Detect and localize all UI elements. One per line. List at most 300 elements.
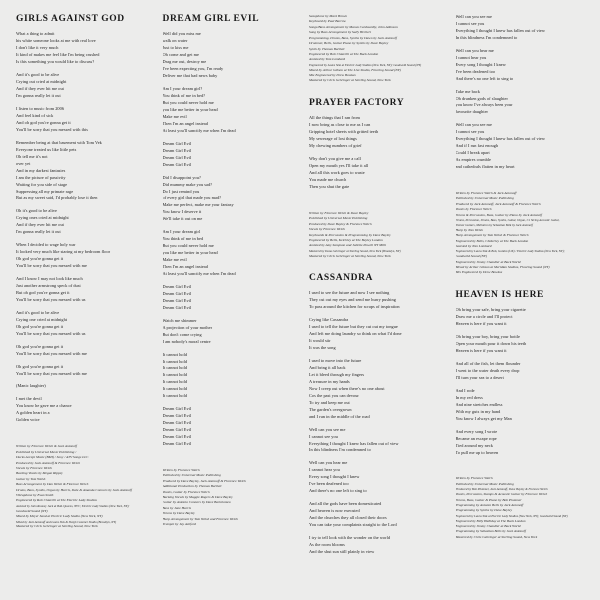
credit-line: Engineered by Bob Chiarelli at The Back London	[309, 51, 379, 56]
credit-line: Produced by Jack Antonoff & Florence Welch	[16, 460, 81, 465]
lyric-line: Dream Girl Evil	[162, 290, 192, 296]
lyric-line: Crying like Cassandra	[309, 317, 349, 323]
lyric-line: It cannot hold	[162, 358, 188, 364]
stanza	[163, 31, 292, 80]
lyric-line: I'll turn your sea to a desert	[455, 374, 504, 380]
credit-line: Engineered by Laura Sisk at Electric Lady Studios (New York, NY); Goodweld Sound (NY)	[309, 62, 422, 67]
stanza	[309, 115, 438, 150]
lyric-line: It cannot hold	[162, 365, 188, 371]
credit-line: Vocals, Percussion, Stamps & Acoustic Guitar by Florence Welch	[455, 492, 548, 497]
lyric-line: Then you shut the gate	[309, 183, 350, 189]
lyric-line: Dream Girl Evil	[162, 140, 192, 146]
lyric-line: you know I've always been your	[455, 102, 513, 108]
lyrics-block	[309, 115, 438, 197]
lyric-line: You'll be sorry that you messed with me	[16, 350, 87, 356]
lyric-line: And left me doing laundry so think on what I'd done	[309, 331, 402, 337]
stanza	[309, 427, 438, 455]
lyric-line: Well can you hear me	[309, 460, 348, 466]
lyric-line: his white someone looks at me with real love	[16, 38, 96, 44]
lyric-line: Dream Girl Evil	[162, 283, 192, 289]
credit-line: Produced by Bob Plummer, Jack Antonoff, Dave Bayley & Florence Welch	[455, 487, 548, 492]
lyric-line: I'm gonna really let it out	[16, 229, 61, 235]
credit-line: Produced by Dave Bayley & Florence Welch	[309, 221, 372, 226]
lyric-line: It cannot hold	[162, 379, 188, 385]
credit-line: Keyboard by Paul Barrow	[309, 19, 346, 24]
lyric-line: At least you'll sanctify me when I'm dead	[162, 127, 236, 133]
lyric-line: Dream Girl Evil	[162, 441, 192, 446]
lyric-line: When I decided to wage holy war	[16, 242, 76, 248]
lyric-line: Open your mouth pour it down his teeth	[455, 341, 527, 347]
lyric-line: And it's good to be alive	[16, 72, 60, 78]
credit-line: Drums, Percussion, Drums, Bass, Synths, Guitar, Organ, C1 String Acoustic Guitar,	[455, 218, 560, 223]
credit-line: Drums & Percussion, Bass, Guitar by Piano by Jack Antonoff	[455, 212, 543, 217]
lyric-line: Make me perfect, make me your fantasy	[162, 202, 234, 208]
credit-line: Ducks Accept Music (BMI) / Sony / ATV Songs LLC	[16, 455, 89, 460]
lyric-line: You'll be sorry that you messed with me	[16, 370, 87, 376]
lyric-line: And the churches they all closed their doors	[309, 515, 387, 521]
lyric-line: Remember being at that basement with Tom Vek	[16, 139, 102, 145]
lyric-line: You'll be sorry that you messed with this	[16, 126, 88, 132]
lyric-line: I met the devil	[16, 396, 42, 402]
lyric-line: you like me better in your head	[162, 106, 218, 112]
credit-line: Written by Florence Welch & Dave Bayley	[309, 210, 369, 215]
lyric-line: I don't like it very much	[16, 45, 59, 51]
lyric-line: Well can you hear me	[455, 47, 494, 53]
lyric-line: And nine stretches endless	[455, 401, 503, 407]
lyric-line: I used to see the future and now I see nothing	[309, 290, 390, 296]
lyric-line: Everything I thought I knew has fallen out of view	[455, 136, 545, 142]
stanza	[309, 290, 438, 311]
lyric-line: I went to the water death every drop	[455, 368, 520, 373]
stanza	[163, 406, 292, 448]
lyric-line: Every song I thought I knew	[309, 474, 360, 480]
lyric-line: Watch me shimmer	[162, 317, 197, 323]
lyric-line: Did mummy make you sad?	[162, 181, 213, 187]
lyric-line: Oh it's good to be alive	[16, 208, 57, 214]
credit-line: Saxophone by Mark Brown	[309, 14, 348, 18]
credit-line: Engineered by Rob Chiarelli at The Electric Lady Studios	[16, 498, 97, 503]
stanza	[456, 122, 585, 171]
lyric-line: Well can you see me	[455, 122, 492, 128]
stanza	[456, 48, 585, 83]
lyric-line: Why don't you give me a call	[309, 156, 361, 162]
lyric-line: Oh drunken gods of slaughter	[455, 95, 508, 101]
credit-line: Engineered by Bells, Chiderley at The Back London	[455, 238, 529, 243]
credit-line: Mixed by Arthur Gibson at The Live Studio, Flooring Sound (NY)	[309, 67, 401, 72]
lyric-line: And the shut sun still plainly in view	[309, 548, 375, 554]
credit-line: Harp Arrangement by Tom Welsh & Florence Welch	[455, 233, 529, 238]
lyric-line: favourite daughter	[455, 109, 489, 115]
lyric-line: I try to tell look with the wonder on the world	[309, 535, 391, 540]
lyric-line: Dream Girl Evil	[162, 161, 192, 167]
stanza	[16, 72, 145, 100]
lyric-line: It cannot hold	[162, 386, 188, 392]
credit-line: Drummer, Bells, Guitar Piano by Synths by Dave Bayley	[309, 41, 389, 46]
credit-line: Engineered by Jimmy Chandler at Back World	[455, 524, 521, 528]
lyric-line: And feel kind of sick	[16, 112, 54, 118]
lyric-line: It cannot hold	[162, 351, 188, 357]
lyrics-block	[163, 31, 292, 454]
lyric-line: Dream Girl Evil	[162, 427, 192, 433]
credit-line: Drums, Bass, Synths, Organ by Harris, Dale & Amanda Connors by Jack Antonoff	[16, 487, 132, 492]
stanza	[16, 242, 145, 270]
lyrics-block	[456, 14, 585, 177]
lyric-line: Dream Girl Evil	[162, 147, 192, 153]
lyric-line: All the things that I ran from	[309, 115, 360, 121]
credit-line: Engineered by Bells, Kelchley at The Bayley London	[309, 237, 383, 242]
stanza	[16, 276, 145, 304]
lyric-line: Became an escape rope	[455, 435, 497, 441]
lyric-line: I'm gonna really let it out	[16, 93, 61, 99]
lyric-line: Oh bring your safe, bring your cigarette	[455, 307, 526, 313]
lyric-line: I am nobody's moral centre	[162, 338, 211, 344]
stanza	[309, 358, 438, 421]
credit-line: Harp Arrangement by Tom Welsh and Florence Welch	[162, 516, 239, 521]
lyric-line: A golden heart in a	[16, 410, 50, 416]
credit-line: Additional Production by Thomas Bartlett	[162, 484, 222, 489]
lyric-line: To pull me up to heaven	[455, 449, 499, 455]
lyric-line: It would stir	[309, 338, 331, 344]
lyric-line: But oh god you're gonna get it	[16, 289, 70, 295]
credit-line: Mastered by Dana Gehringer at Sterling Sound, New York (Brooklyn, NY)	[309, 248, 401, 253]
lyric-line: I've been deafened too	[309, 481, 349, 487]
stanza	[16, 106, 145, 134]
lyric-line: And all this work goes to waste	[309, 169, 365, 175]
credit-line: Backing Vocals by Maggie Rogers & Dave Bayley	[162, 495, 233, 500]
lyric-line: They cut out my eyes and send me hurry pushing	[309, 297, 396, 303]
credit-line: Programming, Drums, Bass, Synths by Dawn by Jack Antonoff	[309, 35, 397, 40]
lyric-line: Let it bleed through my fingers	[309, 371, 365, 377]
lyric-line: I cannot see you	[455, 129, 485, 135]
lyric-line: And bring it all back	[309, 364, 346, 370]
stanza	[163, 175, 292, 224]
lyric-line: Drag me out, destroy me	[162, 59, 207, 65]
credit-line: Engineered by Billy Halliday at The Back London	[455, 518, 526, 523]
lyric-line: And in my darkest fantasies	[16, 167, 66, 173]
lyric-line: Cos the past you can devour	[309, 392, 359, 398]
credit-line: Mix Engineered by Drew Bowkus	[455, 270, 503, 275]
lyric-line: and I run in the middle of the road	[309, 413, 370, 419]
lyric-line: To try and keep me out	[309, 399, 350, 405]
lyric-line: I cannot see you	[309, 433, 338, 439]
lyric-line: And there's no one left to sing to	[455, 75, 514, 81]
lyric-line: Oh god you're gonna get it	[16, 363, 64, 369]
lyric-line: Could I break apart	[455, 150, 490, 156]
lyric-line: You'll be sorry that you messed with us	[16, 296, 86, 302]
credit-line: Vibraphone by Evan Smith	[16, 493, 54, 498]
lyric-line: As empires crumble	[455, 157, 492, 163]
stanza	[16, 310, 145, 338]
lyric-line: Now I creep out when there's no one about	[309, 385, 385, 391]
song-credits	[16, 444, 145, 529]
continued-credits	[309, 14, 438, 84]
song-credits	[163, 468, 292, 528]
lyric-line: And all the gods have been domesticated	[309, 501, 382, 507]
lyric-line: Draw me a circle and I'll protect	[455, 314, 513, 320]
credit-line: Engineered by Laura Sisk at Electric Lady Studios (New York, NY); Goodweld Sound (NY)	[455, 513, 568, 518]
lyric-line: But as my sweet said, I'd probably lose it then	[16, 195, 98, 201]
lyric-line: Dream Girl Evil	[162, 154, 192, 160]
song-title-prayer-factory: PRAYER FACTORY	[309, 97, 405, 108]
lyric-line: And heaven is now executed	[309, 508, 360, 514]
lyric-line: Oh god you're gonna get it	[16, 323, 64, 329]
lyric-line: You think of me in bed?	[162, 93, 206, 99]
lyric-line: Just to kiss me	[162, 45, 189, 51]
lyric-line: of every girl that made you mad?	[162, 195, 222, 201]
lyrics-column-1	[12, 14, 149, 530]
credit-line: Mastered by Chris Gehringer at Sterling Sound, New York	[455, 534, 538, 539]
credit-line: Written by Florence Welch	[162, 467, 200, 472]
stanza	[456, 89, 585, 117]
lyric-line: I cannot hear you	[455, 54, 487, 60]
lyric-line: Dream Girl Evil	[162, 406, 192, 412]
song-title-cassandra: CASSANDRA	[309, 272, 373, 283]
lyric-line: As the room blooms	[309, 541, 345, 547]
credit-line: Programming by Sebastian Bells by Jack Antonoff	[455, 529, 526, 534]
stanza	[16, 383, 145, 390]
lyric-line: I've been expecting you, I'm ready	[162, 66, 224, 72]
credit-line: Published by Universal Music Publishing	[309, 216, 368, 221]
credit-line: Guitar by Antonio Connors by Dave Bartolomeo	[162, 500, 231, 505]
lyric-line: Make me evil	[162, 257, 187, 263]
credit-line: Mixed by Meyer Sand at Electric Lady Studio (New York, NY)	[16, 514, 103, 519]
credit-line: Produced by Jack Antonoff, Jack Antonoff & Florence Welch	[455, 201, 541, 206]
lyric-line: I used to tell the future but they cut out my tongue	[309, 324, 398, 330]
lyric-line: I used to move into the future	[309, 358, 362, 364]
lyric-line: At least you'll sanctify me when I'm dead	[162, 270, 236, 276]
stanza	[456, 429, 585, 457]
lyrics-block	[16, 31, 145, 430]
credit-line: Tremor Guitars, Mellotron by Sebastian Belk by Jack Antonoff	[455, 222, 533, 227]
lyric-line: But don't come crying	[162, 331, 202, 337]
lyric-line: I now bring as close to me as I can	[309, 122, 371, 128]
lyrics-block	[456, 307, 585, 462]
stanza	[309, 535, 438, 556]
credit-line: Mixed by Arthur Gibson at Meridian Studios, Flooring Sound (NY)	[455, 265, 550, 270]
lyric-line: You think of me in bed	[162, 236, 204, 242]
lyrics-column-3	[305, 14, 442, 569]
credit-line: Assisted by Tom Lombard	[455, 244, 492, 248]
lyric-line: Dream Girl Evil	[162, 420, 192, 426]
lyric-line: Crying ones cried at midnight	[16, 215, 69, 221]
lyric-line: Everything I thought I knew has fallen out of view	[455, 27, 545, 33]
credit-line: Backing Vocals by Megan Rippey	[16, 471, 63, 476]
lyric-line: I cannot see you	[455, 20, 485, 26]
stanza	[309, 501, 438, 529]
lyric-line: It cannot hold	[162, 393, 188, 399]
song-title-heaven-is-here: HEAVEN IS HERE	[455, 289, 544, 300]
lyric-line: Oh god you're gonna get it	[16, 343, 64, 349]
lyric-line: In this blindness I'm condemned to	[309, 447, 371, 453]
song-title-girls-against-god: GIRLS AGAINST GOD	[16, 14, 125, 24]
lyric-line: To pass around the kitchen for scraps of inspiration	[309, 304, 400, 310]
credit-line: Trumpet by Jay Ashford	[162, 522, 196, 527]
credit-line: Produced by Dave Bayley, Jack Antonoff & Florence Welch	[162, 478, 246, 483]
lyric-line: Everyone treated us like little pets	[16, 146, 77, 152]
credit-line: Mixed by Jack Antonoff and Laura Sisk & Sleigh Cassmer Studio (Brooklyn, NY)	[16, 519, 117, 524]
credit-line: Vocals by Florence Welch	[16, 465, 52, 470]
lyric-line: Waiting for you side of stage	[16, 181, 68, 187]
credit-line: Published by Universal Music Publishing /	[16, 449, 77, 454]
lyric-line: A treasure in my hands	[309, 378, 350, 384]
lyric-line: The garden's overgrown	[309, 406, 352, 412]
lyric-line: Heaven is here if you want it	[455, 348, 507, 354]
credit-line: Vocals by Florence Welch	[309, 227, 345, 232]
song-credits	[456, 191, 585, 276]
lyric-line: My chewing numbers of grief	[309, 143, 362, 149]
lyric-line: Oh god you're gonna get it	[16, 256, 64, 262]
lyric-line: walk on water	[162, 38, 188, 44]
stanza	[163, 229, 292, 278]
lyric-line: I cannot hear you	[309, 467, 340, 473]
lyric-line: But you could never hold me	[162, 100, 214, 106]
lyric-line: And every song I wrote	[455, 428, 498, 434]
lyric-line: I am the picture of passivity	[16, 174, 66, 180]
lyric-line: Gripping hotel sheets with gritted teeth	[309, 129, 379, 135]
lyric-line: Every song I thought I knew	[455, 61, 506, 67]
lyric-line: You know I deserve it	[162, 209, 202, 215]
credit-line: Drums by Dave Bayley	[162, 511, 195, 516]
lyric-line: Oh tell me it's not	[16, 153, 48, 159]
lyric-line: Well did you miss me	[162, 31, 201, 37]
lyric-line: Just another armstrong speck of dust	[16, 282, 81, 288]
credit-line: Bass by Jane Harris	[162, 505, 191, 510]
stanza	[309, 460, 438, 495]
credit-line: Published by Universal Music Publishing	[455, 196, 514, 201]
lyric-line: I listen to music from 2006	[16, 106, 65, 112]
lyric-line: And I rode	[455, 387, 475, 393]
lyric-line: And it's good to be alive	[16, 309, 60, 315]
stanza	[456, 307, 585, 328]
lyric-line: you like me better in your head	[162, 250, 218, 256]
stanza	[456, 388, 585, 423]
lyrics-column-4	[452, 14, 589, 540]
stanza	[163, 141, 292, 169]
credit-line: Vocals by Florence Welch	[455, 207, 492, 212]
stanza	[16, 31, 145, 66]
lyric-line: It looked very much like staring at my bedroom floor	[16, 249, 111, 255]
stanza	[163, 284, 292, 312]
lyric-line: It cannot hold	[162, 372, 188, 378]
credit-line: Mix Engineered by Drew Bowkus	[309, 73, 356, 77]
stanza	[309, 156, 438, 191]
lyric-line: Crying out cried at midnight	[16, 79, 67, 85]
credit-line: Written by Florence Welch	[455, 476, 493, 481]
lyric-line: You know I always get my Man	[455, 415, 512, 421]
lyric-line: You can take your complaints straight to the Lord	[309, 522, 397, 528]
lyric-line: Golden voice	[16, 417, 40, 423]
credit-line: Engineered by Jimmy Chandler at Back World	[455, 259, 521, 264]
credit-line: Mastered by Chris Gehringer at Sterling Sound, New York	[309, 78, 391, 83]
credit-line: Written by Florence Welch & Jack Antonoff	[455, 191, 517, 196]
lyric-line: With my guts in my hand	[455, 408, 501, 414]
credit-line: Programming by Antonio Bells by Jack Antonoff	[455, 502, 524, 507]
lyric-line: My sewerage of lost things	[309, 136, 357, 142]
stanza	[163, 86, 292, 135]
credit-line: Assisted by Amy Sampson and Juliette Powell NY Milli	[309, 243, 386, 248]
lyric-line: And oh god you're gonna get it	[16, 119, 71, 125]
stanza	[16, 364, 145, 378]
lyric-line: Then I'm an angel instead	[162, 264, 208, 270]
lyric-line: Oh come and get me	[162, 52, 199, 58]
stanza	[309, 317, 438, 352]
lyric-line: I've been deafened too	[455, 68, 496, 74]
lyric-line: A projection of your mother	[162, 324, 213, 330]
lyric-line: Did I disappoint you?	[162, 174, 201, 180]
lyric-line: Am I your dream girl?	[162, 86, 203, 92]
lyric-line: Everything I thought I knew has fallen out of view	[309, 440, 399, 446]
credit-line: Programming by Synths by Dave Bayley	[455, 508, 513, 513]
credit-line: Written by Florence Welch & Jack Antonoff	[16, 444, 77, 449]
lyrics-block	[309, 290, 438, 561]
song-credits	[309, 211, 438, 259]
stanza	[163, 352, 292, 401]
song-title-dream-girl-evil: DREAM GIRL EVIL	[162, 14, 260, 24]
lyric-line: Tied around my neck	[455, 442, 493, 448]
lyric-line: You know he gave me a chance	[16, 403, 72, 409]
stanza	[16, 396, 145, 424]
lyric-line: Dream Girl Evil	[162, 413, 192, 419]
lyric-line: Deliver me that bad news baby	[162, 73, 218, 79]
lyric-line: (Manic laughter)	[16, 383, 46, 389]
lyric-line: Well can you see me	[309, 426, 346, 432]
lyric-line: Do I just remind you	[162, 188, 200, 194]
lyric-line: and cathedrals flatten in my heart	[455, 164, 515, 170]
lyric-line: And if they ever hit me out	[16, 222, 64, 228]
stanza	[456, 334, 585, 355]
credit-line: Goodweld Sound (NY)	[455, 254, 487, 259]
credit-line: Harp by Tom Welsh	[455, 227, 483, 232]
lyric-line: Take me back	[455, 88, 480, 94]
lyric-line: Crying one cried at midnight	[16, 316, 68, 322]
stanza	[163, 318, 292, 346]
lyric-line: Then I'm an angel instead	[162, 120, 208, 126]
lyric-line: Open my mouth yes I'll take it all	[309, 163, 369, 168]
credit-line: Engineered by Laura Sisk & Bob, Gordon (UK) / Electric Lady Studios (New York, NY);	[455, 249, 565, 254]
lyric-line: But you could never hold me	[162, 243, 214, 249]
lyric-line: It kind of makes me feel like I'm being crushed	[16, 52, 100, 58]
lyric-line: Is this something you would like to discuss?	[16, 59, 95, 65]
lyric-line: And I know I may not look like much	[16, 276, 83, 282]
credit-line: Vocals, Guitar by Florence Welch	[162, 489, 210, 494]
credit-line: Published by Universal Music Publishing	[455, 481, 514, 486]
credit-line: Guitar by Tom Welsh	[16, 476, 46, 481]
lyric-line: We'll take it out on me	[162, 216, 203, 222]
stanza	[456, 14, 585, 42]
credit-line: Songs/Bass Arrangement by Manus Cardwardly, John Atkinson	[309, 24, 398, 29]
credit-line: Assisted by John Rooney Jack at BAL Queens, NYC; Electric Lady Studios (New York, NY);	[16, 503, 130, 508]
stanza	[456, 361, 585, 382]
lyric-line: And if they ever hit me out	[16, 86, 64, 92]
lyric-line: You'll be sorry that you messed with us	[16, 330, 86, 336]
lyric-line: Well can you see me	[455, 14, 492, 19]
credit-line: Keyboards & Percussion & Programming by Dave Bayley	[309, 232, 391, 237]
credit-line: Goodweld Sound (NY)	[16, 508, 48, 513]
stanza	[16, 208, 145, 236]
credit-line: Published by Universal Music Publishing	[162, 473, 221, 478]
credit-line: Synth by Thomas Bartlett	[309, 46, 345, 51]
lyric-line: Make me evil	[162, 113, 187, 119]
credit-line: Mastered by Chris Gehringer at Sterling Sound, New York	[16, 524, 98, 529]
lyric-line: Heaven is here if you want it	[455, 321, 507, 327]
lyric-line: And if I run fast enough	[455, 143, 499, 149]
lyric-line: Suppressing all my primate rage	[16, 188, 74, 194]
stanza	[16, 344, 145, 358]
song-credits	[456, 476, 585, 540]
lyric-line: And there's no one left to sing to	[309, 488, 367, 494]
lyric-line: Dream Girl Evil	[162, 297, 192, 303]
credit-line: Mastered by Chris Gehringer at Sterling Sound, New York	[309, 253, 391, 258]
